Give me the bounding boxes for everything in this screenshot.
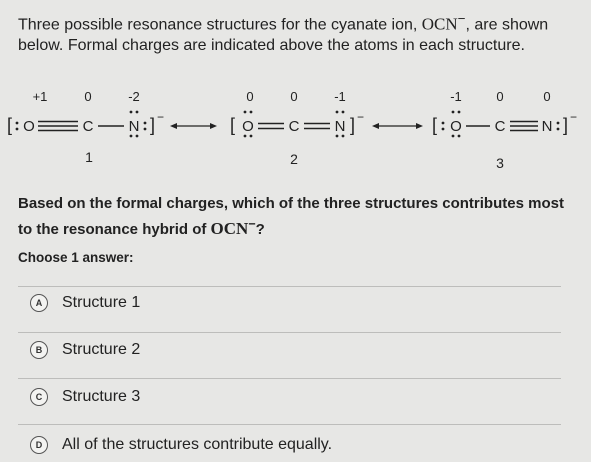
s3-atom-n: N (541, 118, 553, 135)
s2-charge-c: 0 (290, 89, 298, 104)
s1-number: 1 (85, 149, 93, 165)
s1-triple-bond (38, 122, 78, 131)
s3-atom-c: C (494, 118, 506, 135)
resonance-structures (0, 84, 591, 194)
s3-ion-charge: − (570, 110, 578, 124)
s1-atom-n: N (128, 118, 140, 135)
s3-number: 3 (496, 155, 504, 171)
resonance-arrow-1 (170, 123, 217, 129)
s1-lone-pair-n-top (130, 111, 133, 114)
s2-double-bond-oc (258, 124, 284, 129)
s1-ion-charge: − (157, 110, 165, 124)
choice-a-radio[interactable]: A (30, 294, 48, 312)
s1-lone-pair-o (16, 122, 19, 125)
resonance-structure-1 (7, 89, 164, 165)
s2-atom-o: O (242, 118, 254, 135)
s3-triple-bond (510, 122, 538, 131)
s3-atom-o: O (450, 118, 462, 135)
s3-lone-pair-n-right (557, 122, 560, 125)
divider (18, 424, 561, 425)
cyanate-charge: − (457, 11, 466, 26)
choice-d[interactable] (30, 430, 332, 460)
divider (18, 378, 561, 379)
s1-bracket-right: ] (150, 115, 156, 135)
cyanate-formula: OCN (421, 14, 458, 34)
s3-lone-pair-o-left (442, 122, 445, 125)
choice-d-radio[interactable]: D (30, 436, 48, 454)
choice-d-label: All of the structures contribute equally. (62, 436, 333, 453)
choice-c-label: Structure 3 (62, 388, 141, 405)
s3-lone-pair-o-top (452, 111, 455, 114)
s2-double-bond-cn (304, 124, 330, 129)
question-text-1: Based on the formal charges, which of the three structures contributes most to the resonance hybrid of (18, 195, 564, 238)
s2-ion-charge: − (357, 110, 365, 124)
question-charge: − (248, 217, 256, 231)
s3-bracket-left: [ (432, 115, 438, 135)
s2-atom-c: C (288, 118, 300, 135)
choice-b[interactable] (30, 335, 140, 365)
s2-bracket-left: [ (230, 115, 236, 135)
s2-atom-n: N (334, 118, 346, 135)
s1-charge-n: -2 (128, 89, 140, 104)
s1-atom-o: O (23, 118, 35, 135)
s1-bracket-left: [ (7, 115, 13, 135)
choice-b-radio[interactable]: B (30, 341, 48, 359)
s2-bracket-right: ] (350, 115, 356, 135)
choice-a-label: Structure 1 (62, 294, 141, 311)
s2-charge-o: 0 (246, 89, 254, 104)
s3-charge-o: -1 (450, 89, 462, 104)
s3-charge-c: 0 (496, 89, 504, 104)
resonance-structure-2 (230, 89, 364, 167)
divider (18, 286, 561, 287)
divider (18, 332, 561, 333)
s2-lone-pair-o-top (244, 111, 247, 114)
s1-charge-o: +1 (32, 89, 48, 104)
choice-c-radio[interactable]: C (30, 388, 48, 406)
s2-number: 2 (290, 151, 298, 167)
intro-text-2: , are shown below. Formal charges are indicated above the atoms in each structure. (18, 16, 549, 55)
s1-atom-c: C (82, 118, 94, 135)
s3-charge-n: 0 (543, 89, 551, 104)
s2-lone-pair-n-top (336, 111, 339, 114)
question-text-2: ? (255, 221, 265, 238)
question-formula: OCN (210, 219, 249, 238)
choice-c[interactable] (30, 382, 140, 412)
s3-bracket-right: ] (563, 115, 569, 135)
choice-a[interactable] (30, 288, 140, 318)
s1-charge-c: 0 (84, 89, 92, 104)
resonance-structure-3 (432, 89, 577, 171)
s2-charge-n: -1 (334, 89, 346, 104)
question-intro (18, 8, 578, 56)
question-prompt (18, 194, 578, 240)
choice-b-label: Structure 2 (62, 341, 141, 358)
intro-text-1: Three possible resonance structures for the cyanate ion, (18, 16, 422, 34)
choose-label: Choose 1 answer: (18, 250, 134, 265)
resonance-arrow-2 (372, 123, 423, 129)
